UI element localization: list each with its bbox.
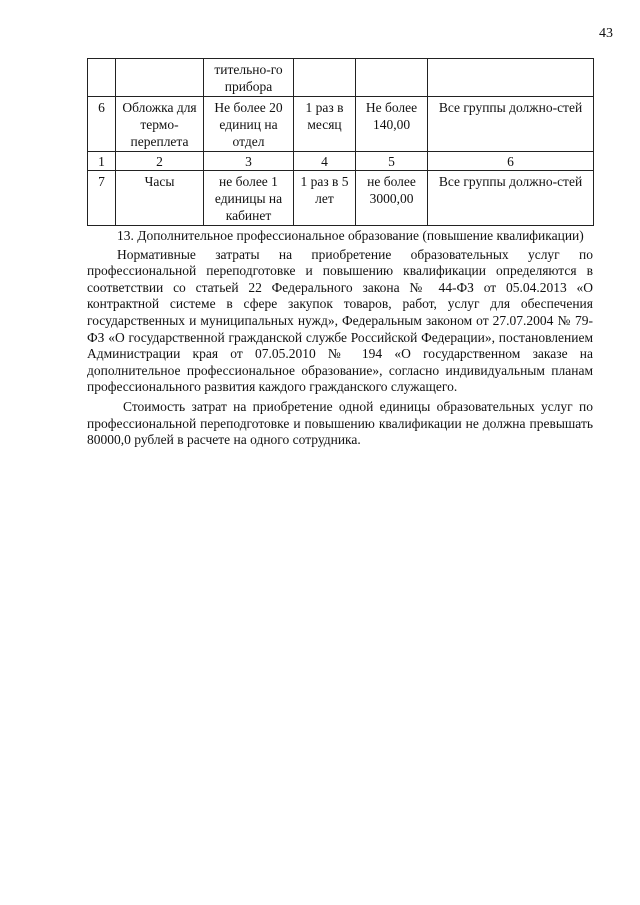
paragraph: Стоимость затрат на приобретение одной единицы образовательных услуг по профессиональной переподготовке и повышению квалификации не должна превышать 80000,0 рублей в расчете на одного сотрудника. [87,398,593,448]
table-cell: Все группы должно-стей [428,171,594,226]
table-cell: 1 раз в месяц [294,97,356,152]
norms-table [87,58,594,226]
table-cell [294,59,356,97]
section-text [87,228,593,449]
table-cell: Не более 20 единиц на отдел [204,97,294,152]
table-row [88,171,594,226]
table-cell: Не более 140,00 [356,97,428,152]
table-cell: 5 [356,152,428,171]
table-cell: не более 3000,00 [356,171,428,226]
table-cell [88,59,116,97]
table-cell: 2 [116,152,204,171]
table-cell: Все группы должно-стей [428,97,594,152]
table-cell [116,59,204,97]
table-cell [356,59,428,97]
table-cell: не более 1 единицы на кабинет [204,171,294,226]
table-cell [428,59,594,97]
table-cell: 1 [88,152,116,171]
table-cell: 7 [88,171,116,226]
table-cell: тительно-го прибора [204,59,294,97]
table-row [88,59,594,97]
table-row [88,97,594,152]
table-cell: Обложка для термо-переплета [116,97,204,152]
paragraph: Нормативные затраты на приобретение образовательных услуг по профессиональной переподготовке и повышению квалификации определяются в соответствии со статьей 22 Федерального закона № 44-ФЗ от 05.04.2013 «О контрактной системе в сфере закупок товаров, работ, услуг для обеспечения государственных и муниципальных нужд», Федеральным законом от 27.07.2004 № 79-ФЗ «О государственной гражданской службе Российской Федерации», постановлением Администрации края от 07.05.2010 № 194 «О государственном заказе на дополнительное профессиональное образование», согласно индивидуальным планам профессионального развития каждого гражданского служащего. [87,246,593,395]
table-row [88,152,594,171]
table-cell: 6 [88,97,116,152]
table-cell: Часы [116,171,204,226]
section-heading: 13. Дополнительное профессиональное образование (повышение квалификации) [117,228,584,243]
table-cell: 4 [294,152,356,171]
table-cell: 3 [204,152,294,171]
page-number: 43 [599,26,613,41]
table-cell: 6 [428,152,594,171]
table-cell: 1 раз в 5 лет [294,171,356,226]
